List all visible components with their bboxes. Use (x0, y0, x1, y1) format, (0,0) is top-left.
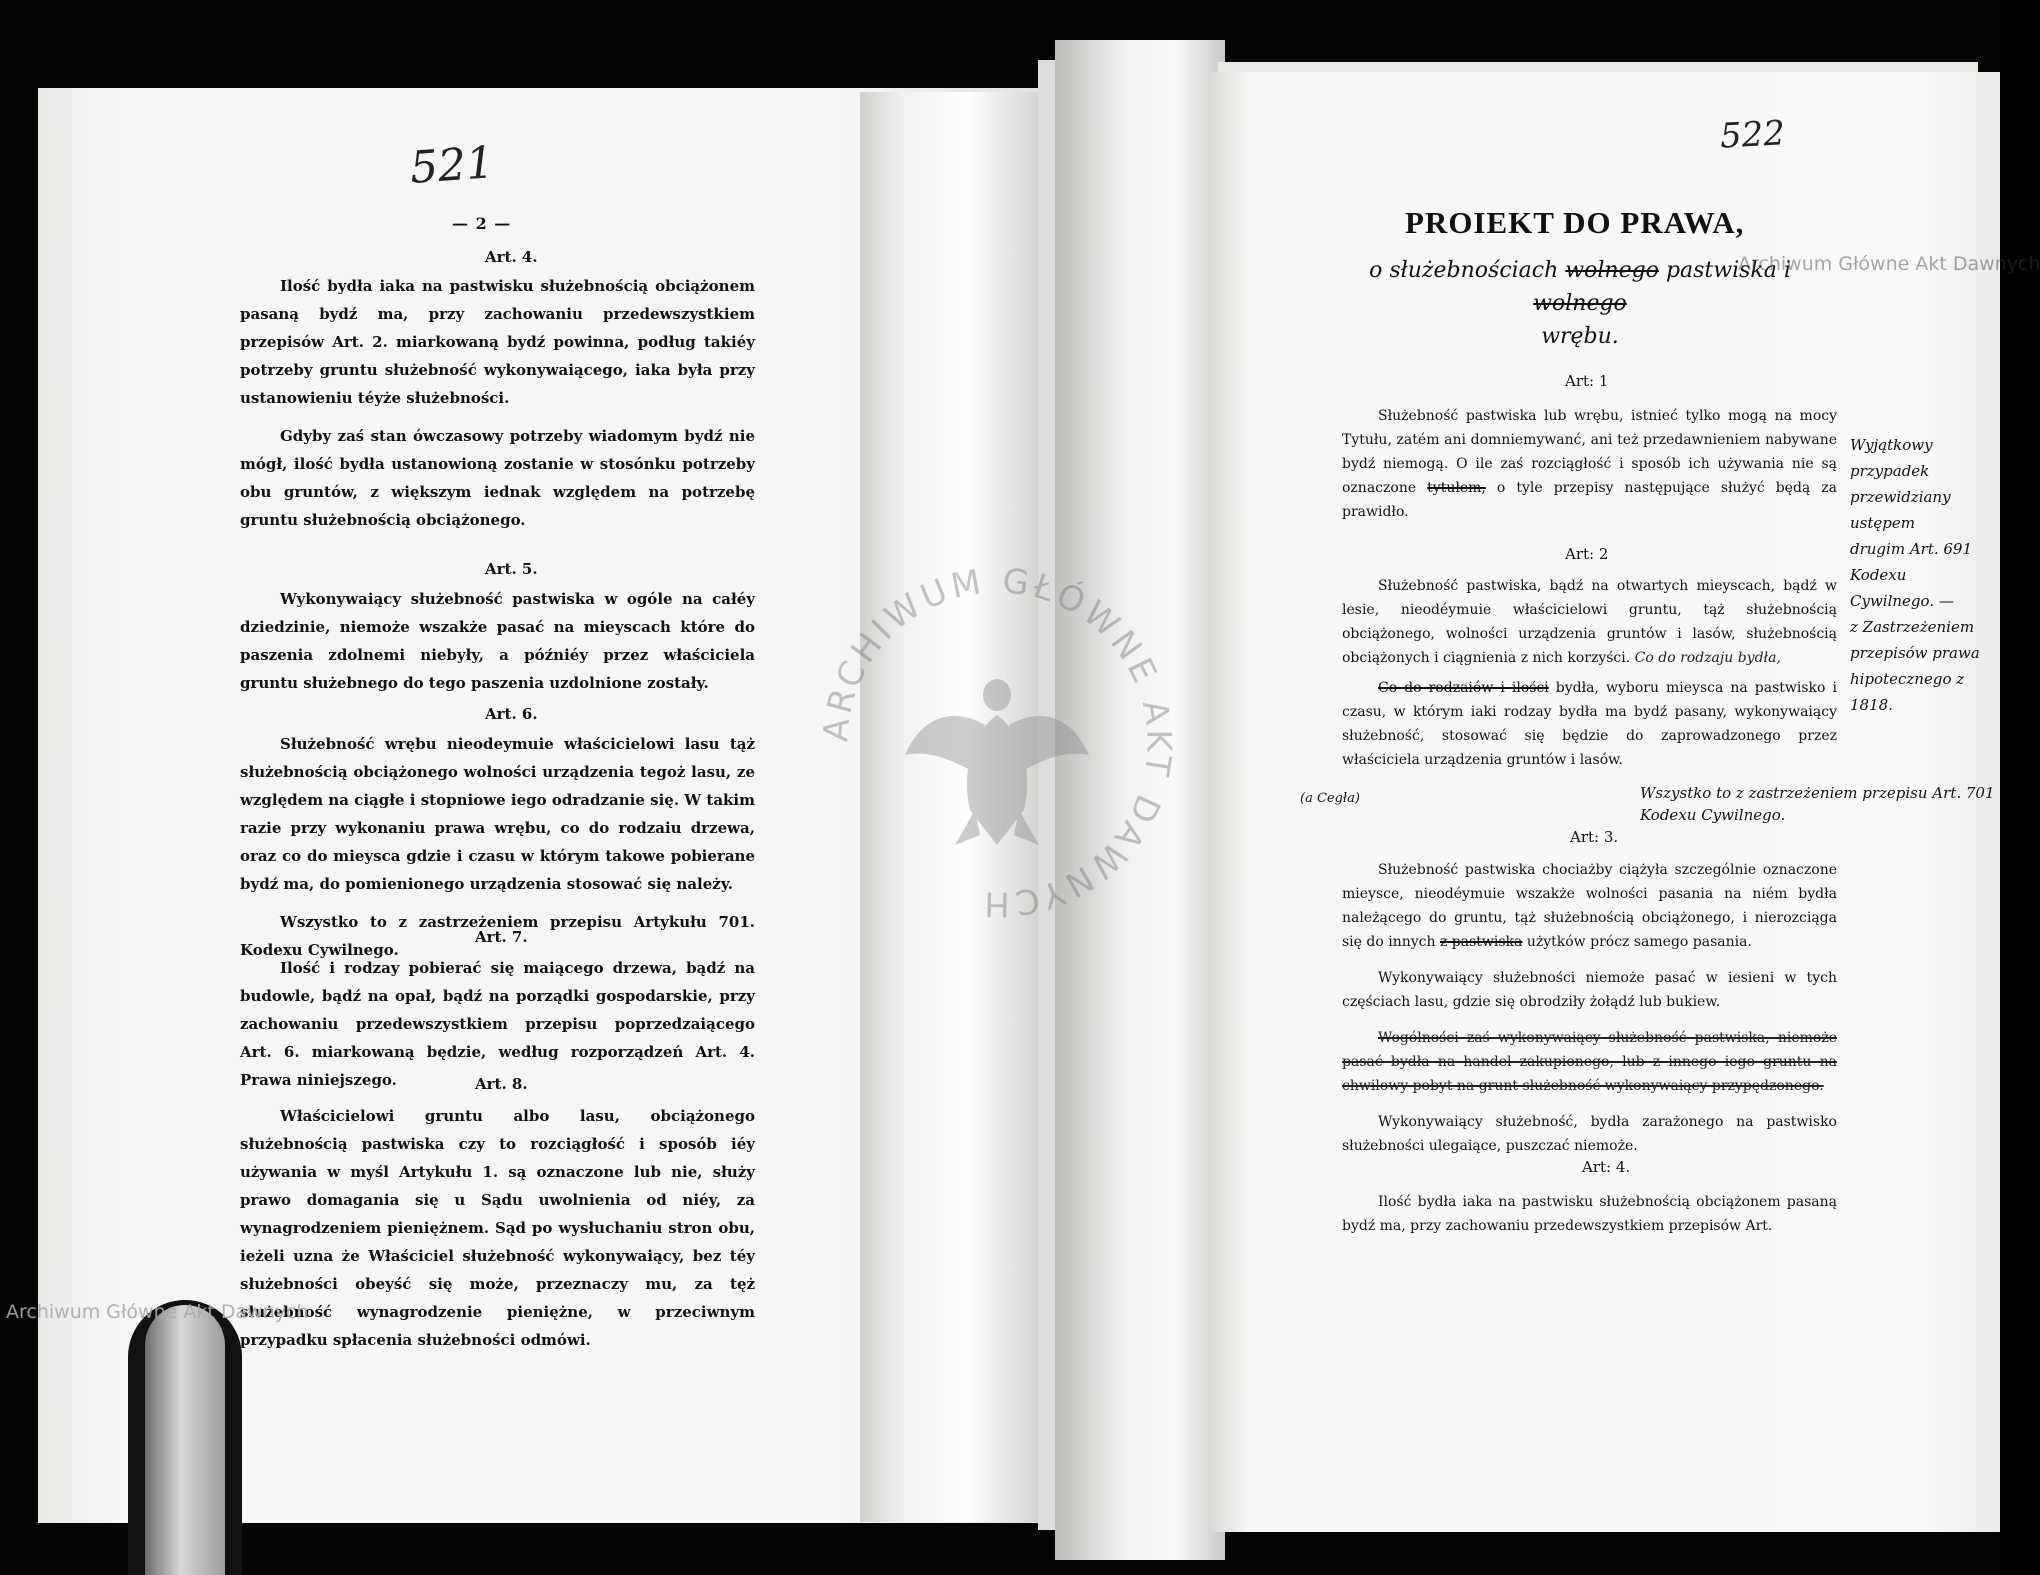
art1-heading: Art: 1 (1565, 372, 1609, 390)
paragraph: o tyle przepisy następujące służyć będą za prawidło. (1342, 480, 1838, 520)
paragraph: Służebność pastwiska chociażby ciążyła szczególnie oznaczone mieysce, nieodéymuie wszakże wolności pasania na niém bydła należącego do gruntu, tąż służebnością obciążonego, i nierozciąga się do innych (1342, 862, 1837, 950)
right-art3-text (1342, 858, 1837, 1158)
eagle-icon (905, 679, 1089, 845)
margin-line: przepisów prawa (1850, 644, 1980, 662)
struck-phrase: Co do rodzaiów i ilości (1378, 680, 1549, 696)
struck-word: wolnego (1565, 258, 1659, 283)
paragraph: Ilość bydła iaka na pastwisku służebnością obciążonem pasaną bydź ma, przy zachowaniu przedewszystkiem przepisów Art. 2. miarkowaną bydź powinna, podług takiéy potrzeby gruntu służebność wykonywaiącego, iaka była przy ustanowieniu téyże służebności. (240, 277, 755, 407)
margin-line: przewidziany ustępem (1850, 488, 1951, 532)
art5-heading: Art. 5. (485, 560, 538, 578)
struck-paragraph: Wogólności zaś wykonywaiący służebność pastwiska, niemoże pasać bydła na handel zakupionego, lub z innego iego gruntu na chwilowy pobyt na grunt służebność wykonywaiący przypędzonego. (1342, 1030, 1837, 1094)
paragraph: Wykonywaiący służebność, bydła zarażonego na pastwisko służebności ulegaiące, puszczać niemoże. (1342, 1114, 1837, 1154)
subtitle-part: pastwiska i (1665, 258, 1791, 283)
margin-line: Cywilnego. — (1850, 592, 1954, 610)
right-art2-text (1342, 574, 1837, 772)
struck-word: z pastwiska (1439, 934, 1523, 950)
book-clip (145, 1305, 225, 1575)
watermark-text: Archiwum Główne Akt Dawnych (1738, 253, 2040, 275)
watermark-text: Archiwum Główne Akt Dawnych (6, 1301, 309, 1323)
stamp-ring-text: ARCHIWUM GŁÓWNE AKT DAWNYCH (816, 561, 1179, 924)
left-art5-text (240, 585, 755, 697)
paragraph: Wykonywaiący służebności niemoże pasać w iesieni w tych częściach lasu, gdzie się obrodziły żołądź lub bukiew. (1342, 970, 1837, 1010)
left-art7-text (240, 954, 755, 1094)
struck-word: tytułem, (1427, 480, 1486, 496)
paragraph: Wszystko to z zastrzeżeniem przepisu Artykułu 701. Kodexu Cywilnego. (240, 913, 755, 959)
right-art4-text (1342, 1190, 1837, 1238)
art6-heading: Art. 6. (485, 705, 538, 723)
margin-note (1850, 432, 2000, 718)
struck-word: wolnego (1533, 291, 1627, 316)
paragraph: Gdyby zaś stan ówczasowy potrzeby wiadomym bydź nie mógł, ilość bydła ustanowioną zostanie w stosónku potrzeby obu gruntów, z większym iednak względem na potrzebę gruntu służebnością obciążonego. (240, 427, 755, 529)
art8-heading: Art. 8. (475, 1075, 528, 1093)
margin-note-small: (a Cegła) (1300, 791, 1360, 806)
paragraph: Ilość bydła iaka na pastwisku służebnością obciążonem pasaną bydź ma, przy zachowaniu przedewszystkiem przepisów Art. (1342, 1194, 1837, 1234)
subtitle-part: o służebnościach (1369, 258, 1559, 283)
art2-heading: Art: 2 (1565, 545, 1609, 563)
handwritten-insertion: Wszystko to z zastrzeżeniem przepisu Art. 701 Kodexu Cywilnego. (1640, 784, 1995, 824)
document-title: PROIEKT DO PRAWA, (1405, 205, 1745, 240)
paragraph: użytków prócz samego pasania. (1526, 934, 1752, 950)
paragraph: Służebność pastwiska lub wrębu, istnieć tylko mogą na mocy Tytułu, zatém ani domniemywanć, ani też przedawnieniem nabywane bydź niemogą. O ile zaś rozciągłość i sposób ich używania nie są oznaczone (1342, 408, 1837, 496)
paragraph: Służebność pastwiska, bądź na otwartych mieyscach, bądź w lesie, nieodéymuie właścicielowi gruntu, tąż służebnością obciążonego, wolności urządzenia gruntów i lasów, służebnością obciążonych i ciągnienia z nich korzyści. (1342, 578, 1837, 666)
left-art4-text (240, 272, 755, 534)
margin-line: z Zastrzeżeniem (1850, 618, 1975, 636)
left-art8-text (240, 1102, 755, 1354)
archive-stamp (810, 555, 1185, 930)
art4-heading-right: Art: 4. (1582, 1158, 1631, 1176)
paragraph: Właścicielowi gruntu albo lasu, obciążonego służebnością pastwiska czy to rozciągłość i sposób iéy używania w myśl Artykułu 1. są oznaczone lub nie, służy prawo domagania się u Sądu uwolnienia od niéy, za wynagrodzeniem pieniężnem. Sąd po wysłuchaniu stron obu, ieżeli uzna że Właściciel służebność wykonywaiący, bez téy służebności obeyść się może, przeznaczy mu, za tęż służebność wynagrodzenie pieniężne, w przeciwnym przypadku spłacenia służebności odmówi. (240, 1107, 755, 1349)
paragraph: Ilość i rodzay pobierać się maiącego drzewa, bądź na budowle, bądź na opał, bądź na porządki gospodarskie, przy zachowaniu przedewszystkiem przepisu poprzedzaiącego Art. 6. miarkowaną będzie, według rozporządzeń Art. 4. Prawa niniejszego. (240, 959, 755, 1089)
paragraph: Wykonywaiący służebność pastwiska w ogóle na całéy dziedzinie, niemoże wszakże pasać na mieyscach które do paszenia zdolnemi niebyły, a późniéy przez właściciela gruntu służebnego do tego paszenia uzdolnione zostały. (240, 590, 755, 692)
margin-line: hipotecznego z (1850, 670, 1965, 688)
margin-line: drugim Art. 691 Kodexu (1850, 540, 1973, 584)
paragraph: Służebność wrębu nieodeymuie właścicielowi lasu tąż służebnością obciążonego wolności urządzenia tegoż lasu, ze względem na ciągłe i stopniowe iego odradzanie się. W takim razie przy wykonaniu prawa wrębu, co do rodzaiu drzewa, oraz co do mieysca gdzie i czasu w którym takowe pobierane bydź ma, do pomienionego urządzenia stosować się należy. (240, 735, 755, 893)
handwritten-page-number: 521 (408, 137, 496, 194)
subtitle-part: wrębu. (1541, 324, 1619, 349)
paragraph: bydła, wyboru mieysca na pastwisko i czasu, w którym iaki rodzay bydła ma bydź pasany, wykonywaiący służebność, stosować się będzie do zaprowadzonego przez właściciela urządzenia gruntów i lasów. (1342, 680, 1837, 768)
page-folio: — 2 — (452, 214, 512, 233)
handwritten-page-number: 522 (1718, 113, 1786, 157)
handwritten-insertion: Co do rodzaju bydła, (1634, 650, 1781, 666)
art3-heading: Art: 3. (1570, 828, 1619, 846)
art4-heading: Art. 4. (485, 248, 538, 266)
margin-line: Wyjątkowy przypadek (1850, 436, 1933, 480)
margin-line: 1818. (1850, 696, 1893, 714)
right-art1-text (1342, 404, 1837, 524)
art7-heading: Art. 7. (475, 928, 528, 946)
